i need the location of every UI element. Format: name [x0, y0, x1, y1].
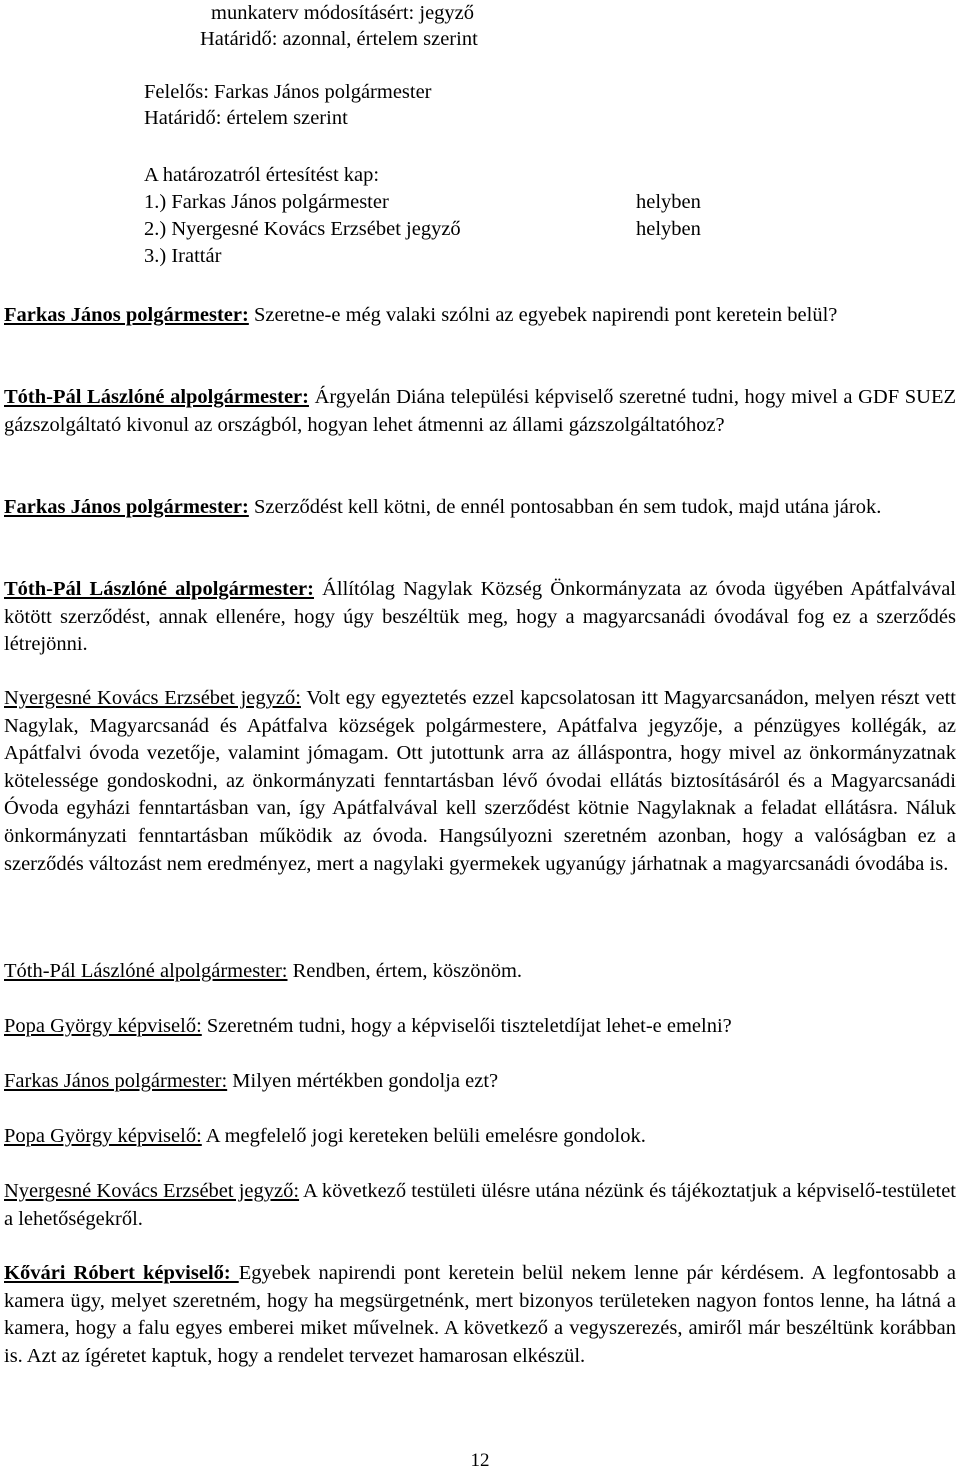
speaker-label: Nyergesné Kovács Erzsébet jegyző: — [4, 1180, 300, 1202]
notify-header: A határozatról értesítést kap: — [144, 164, 380, 186]
recipient-3: 3.) Irattár — [144, 245, 222, 267]
paragraph-text: Milyen mértékben gondolja ezt? — [227, 1070, 499, 1092]
speaker-label: Tóth-Pál Lászlóné alpolgármester: — [4, 386, 309, 408]
recipient-2: 2.) Nyergesné Kovács Erzsébet jegyző — [144, 218, 461, 240]
speaker-label: Popa György képviselő: — [4, 1015, 202, 1037]
paragraph-text: Egyebek napirendi pont keretein belül nekem lenne pár kérdésem. A legfontosabb a kamera ügy, melyet szeretném, hogy ha megsürgetnénk, mert bizonyos területeken nagyon fontos lenne, ha látná a kamera, hogy a falu egyes emberei miket művelnek. A következő a vegyszerezés, amiről már beszéltünk korábban is. Azt az ígéretet kaptuk, hogy a rendelet tervezet hamarosan elkészül. — [4, 1262, 956, 1367]
speaker-label: Nyergesné Kovács Erzsébet jegyző: — [4, 687, 301, 709]
speaker-label: Popa György képviselő: — [4, 1125, 202, 1147]
deadline-line: Határidő: értelem szerint — [144, 107, 348, 129]
paragraph-text: Szerződést kell kötni, de ennél pontosabban én sem tudok, majd utána járok. — [248, 496, 882, 518]
paragraph — [4, 1068, 956, 1096]
speaker-label: Farkas János polgármester: — [4, 1070, 228, 1092]
paragraph-text: Állítólag Nagylak Község Önkormányzata az óvoda ügyében Apátfalvával kötött szerződést, annak ellenére, hogy úgy beszéltük meg, hogy a magyarcsanádi óvodával fog ez a szerződés létrejönni. — [4, 578, 957, 656]
paragraph — [4, 384, 956, 439]
speaker-label: Farkas János polgármester: — [4, 496, 249, 518]
recipient-2-place: helyben — [636, 218, 701, 240]
paragraph — [4, 1178, 956, 1233]
paragraph — [4, 302, 956, 330]
speaker-label: Tóth-Pál Lászlóné alpolgármester: — [4, 960, 288, 982]
paragraph-text: Szeretne-e még valaki szólni az egyebek napirendi pont keretein belül? — [248, 304, 838, 326]
paragraph-text: Szeretném tudni, hogy a képviselői tiszteletdíjat lehet-e emelni? — [201, 1015, 732, 1037]
responsible-line: Felelős: Farkas János polgármester — [144, 81, 432, 103]
intro-line-2: Határidő: azonnal, értelem szerint — [200, 28, 478, 50]
paragraph-text: A következő testületi ülésre utána nézünk és tájékoztatjuk a képviselő-testületet a lehetőségekről. — [4, 1180, 956, 1230]
paragraph — [4, 576, 956, 659]
recipient-1-place: helyben — [636, 191, 701, 213]
speaker-label: Tóth-Pál Lászlóné alpolgármester: — [4, 578, 314, 600]
recipient-1: 1.) Farkas János polgármester — [144, 191, 389, 213]
paragraph — [4, 1013, 956, 1041]
paragraph — [4, 1260, 956, 1370]
paragraph — [4, 958, 956, 986]
paragraph — [4, 1123, 956, 1151]
speaker-label: Kővári Róbert képviselő: — [4, 1262, 239, 1284]
paragraph-text: Volt egy egyeztetés ezzel kapcsolatosan itt Magyarcsanádon, melyen részt vett Nagylak, Magyarcsanád és Apátfalva községek polgármestere, Apátfalva jegyzője, a pénzügyes kollégák, az Apátfalvi óvoda vezetője, valamint jómagam. Ott jutottunk arra az álláspontra, hogy mivel az önkormányzatnak kötelessége gondoskodni, az önkormányzati fenntartásban lévő óvodai ellátás biztosításáról és a Magyarcsanádi Óvoda egyházi fenntartásban van, így Apátfalvával kell szerződést kötnie Nagylaknak a feladat ellátásra. Náluk önkormányzati fenntartásban működik az óvoda. Hangsúlyozni szeretném azonban, hogy a valóságban ez a szerződés változást nem eredményez, mert a nagylaki gyermekek ugyanúgy járhatnak a magyarcsanádi óvodába is. — [4, 687, 956, 875]
paragraph — [4, 494, 956, 522]
speaker-label: Farkas János polgármester: — [4, 304, 249, 326]
paragraph-text: A megfelelő jogi kereteken belüli emelésre gondolok. — [201, 1125, 646, 1147]
paragraph-text: Árgyelán Diána települési képviselő szeretné tudni, hogy mivel a GDF SUEZ gázszolgáltató kivonul az országból, hogyan lehet átmenni az állami gázszolgáltatóhoz? — [4, 386, 956, 436]
paragraph — [4, 685, 956, 878]
page-number: 12 — [470, 1450, 490, 1471]
intro-line-1: munkaterv módosításért: jegyző — [211, 2, 475, 24]
paragraph-text: Rendben, értem, köszönöm. — [287, 960, 523, 982]
